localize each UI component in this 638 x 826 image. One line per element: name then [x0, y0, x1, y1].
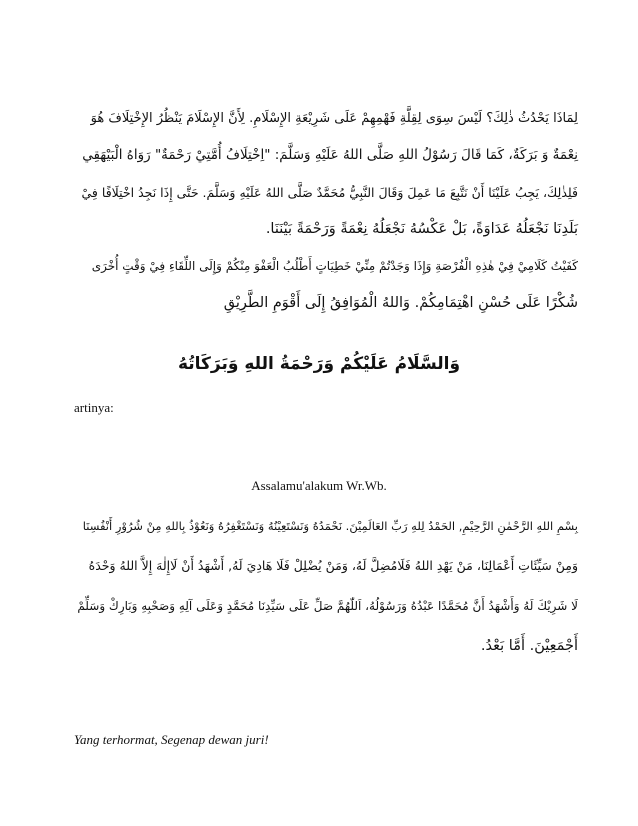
arabic-text-line: وَمِنْ سَيِّئَاتِ أَعْمَالِنَا، مَنْ يَهْدِ اللهُ فَلَامُضِلَّ لَهُ، وَمَنْ يُضْلِلْ فَلَا هَادِيَ لَهُ, أَشْهَدُ أَنْ لَاإِلٰهَ إِلاَّ اللهُ وَحْدَهُ: [88, 558, 578, 573]
closing-greeting: Yang terhormat, Segenap dewan juri!: [74, 732, 269, 747]
arabic-text-line: لَا شَرِيْكَ لَهُ وَأَشْهَدُ أَنَّ مُحَمَّدًا عَبْدُهُ وَرَسُوْلُهُ، اَللّٰهُمَّ صَلِّ عَلَى سَيِّدِنَا مُحَمَّدٍ وَعَلَى آلِهِ وَصَحْبِهِ وَبَارِكْ وَسَلِّمْ: [77, 599, 578, 613]
arabic-closing-paragraph: [74, 100, 578, 322]
arabic-text-line: لِمَاذَا يَحْدُثُ ذٰلِكَ؟ لَيْسَ سِوَى لِقِلَّةِ فَهْمِهِمْ عَلَى شَرِيْعَةِ الإِسْلَامِ. لِأَنَّ الإِسْلَامَ يَنْظُرُ الإِخْتِلَافَ هُوَ: [90, 111, 578, 126]
arabic-text-line: أَجْمَعِيْنَ. أَمَّا بَعْدُ.: [480, 638, 578, 654]
arabic-salam-heading: وَالسَّلَامُ عَلَيْكُمْ وَرَحْمَةُ اللهِ وَبَرَكَاتُهُ: [177, 354, 461, 374]
arabic-text-line: كَفَيْتُ كَلَامِيْ فِيْ هٰذِهِ الْفُرْصَةِ وَإِذَا وَجَدْتُمْ مِنِّيْ خَطِيَاتٍ أَطْلُبُ الْعَفْوَ مِنْكُمْ وَإِلَى اللِّقَاءِ فِيْ وَقْتٍ أُخْرَى: [91, 259, 578, 273]
arabic-text-line: شُكْرًا عَلَى حُسْنِ اهْتِمَامِكُمْ. وَاللهُ الْمُوَافِقُ إِلَى أَقْوَمِ الطَّرِيْقِ: [223, 295, 578, 311]
arabic-text-line: بِسْمِ اللهِ الرَّحْمٰنِ الرَّحِيْمِ, الحَمْدُ لِلهِ رَبِّ العَالَمِيْنَ. نَحْمَدُهُ وَنَسْتَعِيْنُهُ وَنَسْتَغْفِرُهُ وَنَعُوْذُ بِاللهِ مِنْ شُرُوْرِ أَنْفُسِنَا: [82, 519, 578, 533]
assalamu-greeting: Assalamu'alakum Wr.Wb.: [251, 478, 387, 493]
arabic-opening-paragraph: [74, 506, 578, 666]
arabic-text-line: بَلَدِنَا نَجْعَلُهُ عَدَاوَةً، بَلْ عَكْسُهُ نَجْعَلُهُ نِعْمَةً وَرَحْمَةً بَيْنَنَا.: [265, 221, 578, 237]
artinya-label: artinya:: [74, 400, 114, 415]
arabic-text-line: فَلِذٰلِكَ، يَجِبُ عَلَيْنَا أَنْ نَتَّبِعَ مَا عَمِلَ وَقَالَ النَّبِيُّ مُحَمَّدٌ صَلَّى اللهُ عَلَيْهِ وَسَلَّمَ. حَتَّى إِذَا نَجِدُ اخْتِلَافًا فِيْ: [81, 185, 578, 200]
arabic-text-line: نِعْمَةٌ وَ بَرَكَةٌ، كَمَا قَالَ رَسُوْلُ اللهِ صَلَّى اللهُ عَلَيْهِ وَسَلَّمَ: "اِخْتِلَافُ أُمَّتِيْ رَحْمَةٌ" رَوَاهُ الْبَيْهَقِي: [82, 147, 578, 163]
